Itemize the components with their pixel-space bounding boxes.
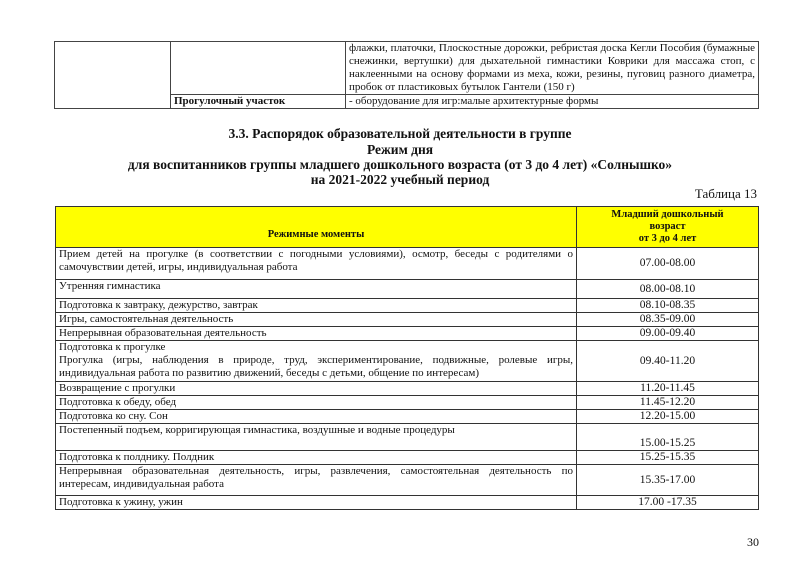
table-row [56,313,759,327]
activity-cell: Прием детей на прогулке (в соответствии с погодными условиями), осмотр, беседы с родителями о самочувствии детей, игры, индивидуальная работа [56,248,577,280]
table-row [56,327,759,341]
time-cell: 17.00 -17.35 [577,496,759,510]
equipment-cell-empty [55,42,171,109]
activity-cell: Подготовка к полднику. Полдник [56,451,577,465]
activity-prep-walk: Подготовка к прогулке [59,341,166,353]
section-heading: 3.3. Распорядок образовательной деятельности в группе [228,126,572,141]
activity-cell: Подготовка к ужину, ужин [56,496,577,510]
page-number: 30 [747,535,759,549]
table-row [56,382,759,396]
table-row [56,341,759,382]
activity-cell: Подготовка к обеду, обед [56,396,577,410]
table-row [56,496,759,510]
activity-cell: Непрерывная образовательная деятельность, игры, развлечения, самостоятельная деятельность по интересам, индивидуальная работа [56,465,577,496]
table-row [56,396,759,410]
activity-cell: Игры, самостоятельная деятельность [56,313,577,327]
time-cell: 15.00-15.25 [577,424,759,451]
header-age-line3: от 3 до 4 лет [638,233,697,244]
table-row [56,451,759,465]
activity-cell: Возвращение с прогулки [56,382,577,396]
walking-area-label: Прогулочный участок [171,95,346,109]
activity-cell: Подготовка ко сну. Сон [56,410,577,424]
activity-cell: Утренняя гимнастика [56,280,577,299]
walking-area-equipment: - оборудование для игр:малые архитектурные формы [346,95,759,109]
activity-cell [56,341,577,382]
time-cell: 11.45-12.20 [577,396,759,410]
schedule-title: Режим дня [366,142,434,157]
time-cell: 07.00-08.00 [577,248,759,280]
table-row [56,299,759,313]
activity-cell: Постепенный подъем, корригирующая гимнастика, воздушные и водные процедуры [56,424,577,451]
schedule-period: на 2021-2022 учебный период [310,172,490,187]
time-cell: 15.25-15.35 [577,451,759,465]
header-age-group [577,207,759,248]
equipment-list-text: флажки, платочки, Плоскостные дорожки, ребристая доска Кегли Пособия (бумажные снежинки, вертушки) для дыхательной гимнастики Коврики для массажа стоп, с наклеенными на основу формами из меха, кожи, резины, пуговиц разного диаметра, пробок от пластиковых бутылок Гантели (150 г) [346,42,759,95]
table-row [56,248,759,280]
equipment-table [54,41,759,109]
table-label: Таблица 13 [694,186,757,201]
header-regime-moments: Режимные моменты [56,207,577,248]
time-cell: 09.40-11.20 [577,341,759,382]
header-age-line2: возраст [649,221,686,232]
table-row [56,280,759,299]
time-cell: 15.35-17.00 [577,465,759,496]
time-cell: 08.35-09.00 [577,313,759,327]
schedule-subtitle: для воспитанников группы младшего дошкольного возраста (от 3 до 4 лет) «Солнышко» [127,157,673,172]
time-cell: 11.20-11.45 [577,382,759,396]
table-row [56,410,759,424]
activity-cell: Непрерывная образовательная деятельность [56,327,577,341]
table-row [56,424,759,451]
daily-schedule-table [55,206,759,510]
time-cell: 08.10-08.35 [577,299,759,313]
equipment-cell-empty [171,42,346,95]
time-cell: 09.00-09.40 [577,327,759,341]
table-row [56,465,759,496]
time-cell: 08.00-08.10 [577,280,759,299]
time-cell: 12.20-15.00 [577,410,759,424]
header-age-line1: Младший дошкольный [611,209,724,220]
activity-walk: Прогулка (игры, наблюдения в природе, труд, экспериментирование, подвижные, ролевые игры, индивидуальная работа по развитию движений, беседы с детьми, общение по интересам) [59,354,573,379]
activity-cell: Подготовка к завтраку, дежурство, завтрак [56,299,577,313]
